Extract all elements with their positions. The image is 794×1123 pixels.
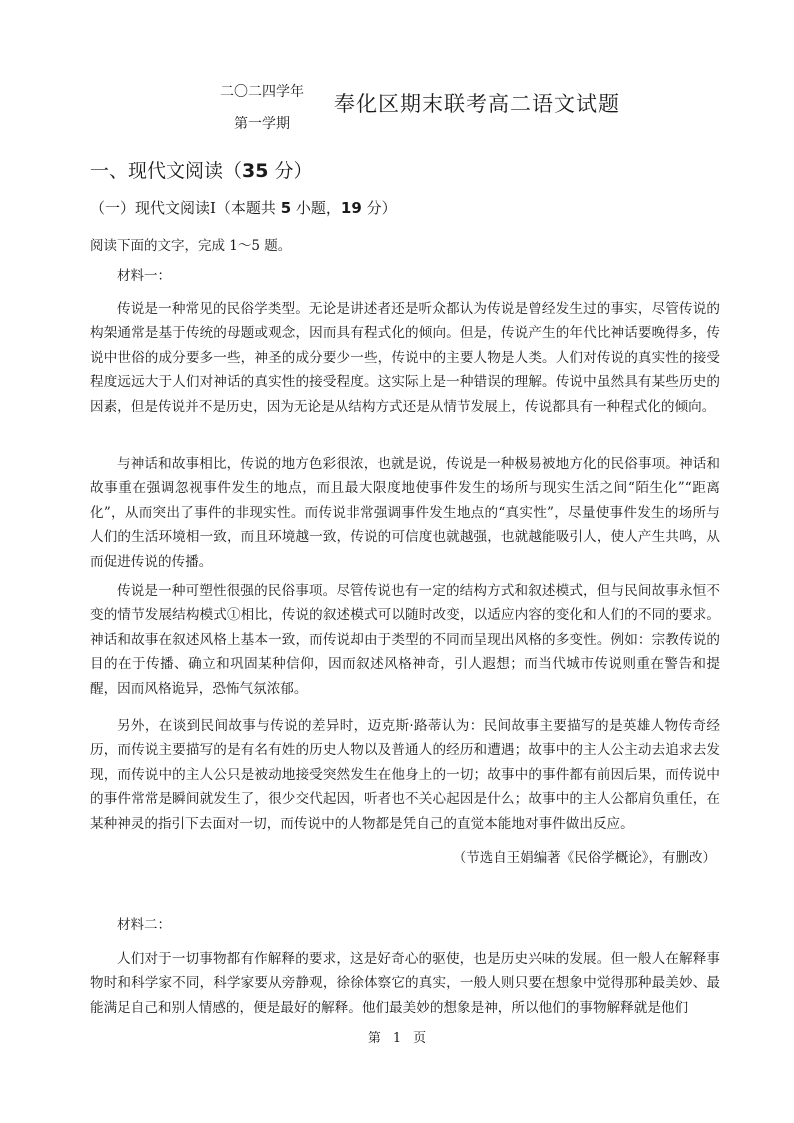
school-year: 二〇二四学年	[220, 84, 304, 100]
page-footer	[0, 1027, 794, 1046]
material-two-paragraph: 人们对于一切事物都有作解释的要求，这是好奇心的驱使，也是历史兴味的发展。但一般人在解释事物时和科学家不同，科学家要从旁静观，徐徐体察它的真实，一般人则只要在想象中觉得那种最美妙、最能满足自己和别人情感的，便是最好的解释。他们最美妙的想象是神，所以他们的事物解释就是他们	[90, 951, 720, 1016]
footer-di: 第	[367, 1031, 381, 1046]
material-one-paragraph: 与神话和故事相比，传说的地方色彩很浓，也就是说，传说是一种极易被地方化的民俗事项。神话和故事重在强调忽视事件发生的地点，而且最大限度地使事件发生的场所与现实生活之间“陌生化”“距离化”，从而突出了事件的非现实性。而传说非常强调事件发生地点的“真实性”，尽量使事件发生的场所与人们的生活环境相一致，而且环境越一致，传说的可信度也就越强，也就越能吸引人，使人产生共鸣，从而促进传说的传播。	[90, 456, 720, 570]
subsection-heading	[90, 197, 397, 218]
material-two-label: 材料二：	[117, 917, 171, 933]
section-score: 35	[242, 160, 269, 182]
material-one-paragraph: 传说是一种可塑性很强的民俗事项。尽管传说也有一定的结构方式和叙述模式，但与民间故事永恒不变的情节发展结构模式①相比，传说的叙述模式可以随时改变，以适应内容的变化和人们的不同的要求。神话和故事在叙述风格上基本一致，而传说却由于类型的不同而呈现出风格的多变性。例如：宗教传说的目的在于传播、确立和巩固某种信仰，因而叙述风格神奇，引人遐想；而当代城市传说则重在警告和提醒，因而风格诡异，恐怖气氛浓郁。	[90, 583, 720, 697]
section-heading-post: 分）	[268, 160, 313, 182]
question-count: 5	[280, 199, 292, 217]
subsection-heading-pre: （一）现代文阅读Ⅰ（本题共	[90, 199, 281, 217]
section-heading-pre: 一、现代文阅读（	[90, 160, 243, 182]
exam-title: 奉化区期末联考高二语文试题	[334, 92, 620, 116]
instruction: 阅读下面的文字，完成 1～5 题。	[90, 238, 292, 254]
subsection-heading-mid: 小题，	[291, 199, 341, 217]
material-one-label: 材料一：	[117, 268, 171, 284]
subsection-heading-post: 分）	[361, 199, 397, 217]
subsection-score: 19	[340, 199, 362, 217]
source-citation: （节选自王娟编著《民俗学概论》，有删改）	[452, 850, 716, 866]
exam-header	[218, 76, 638, 136]
page-number: 1	[392, 1031, 402, 1046]
material-one-paragraph: 传说是一种常见的民俗学类型。无论是讲述者还是听众都认为传说是曾经发生过的事实，尽管传说的构架通常是基于传统的母题或观念，因而具有程式化的倾向。但是，传说产生的年代比神话要晚得多，传说中世俗的成分要多一些，神圣的成分要少一些，传说中的主要人物是人类。人们对传说的真实性的接受程度远远大于人们对神话的真实性的接受程度。这实际上是一种错误的理解。传说中虽然具有某些历史的因素，但是传说并不是历史，因为无论是从结构方式还是从情节发展上，传说都具有一种程式化的倾向。	[90, 301, 720, 415]
footer-ye: 页	[413, 1031, 427, 1046]
term-block	[218, 76, 306, 140]
semester: 第一学期	[234, 116, 290, 132]
material-one-paragraph: 另外，在谈到民间故事与传说的差异时，迈克斯·路蒂认为：民间故事主要描写的是英雄人物传奇经历，而传说主要描写的是有名有姓的历史人物以及普通人的经历和遭遇；故事中的主人公主动去追求去发现，而传说中的主人公只是被动地接受突然发生在他身上的一切；故事中的事件都有前因后果，而传说中的事件常常是瞬间就发生了，很少交代起因，听者也不关心起因是什么；故事中的主人公都肩负重任，在某种神灵的指引下去面对一切，而传说中的人物都是凭自己的直觉本能地对事件做出反应。	[90, 718, 720, 832]
section-heading	[90, 156, 313, 183]
